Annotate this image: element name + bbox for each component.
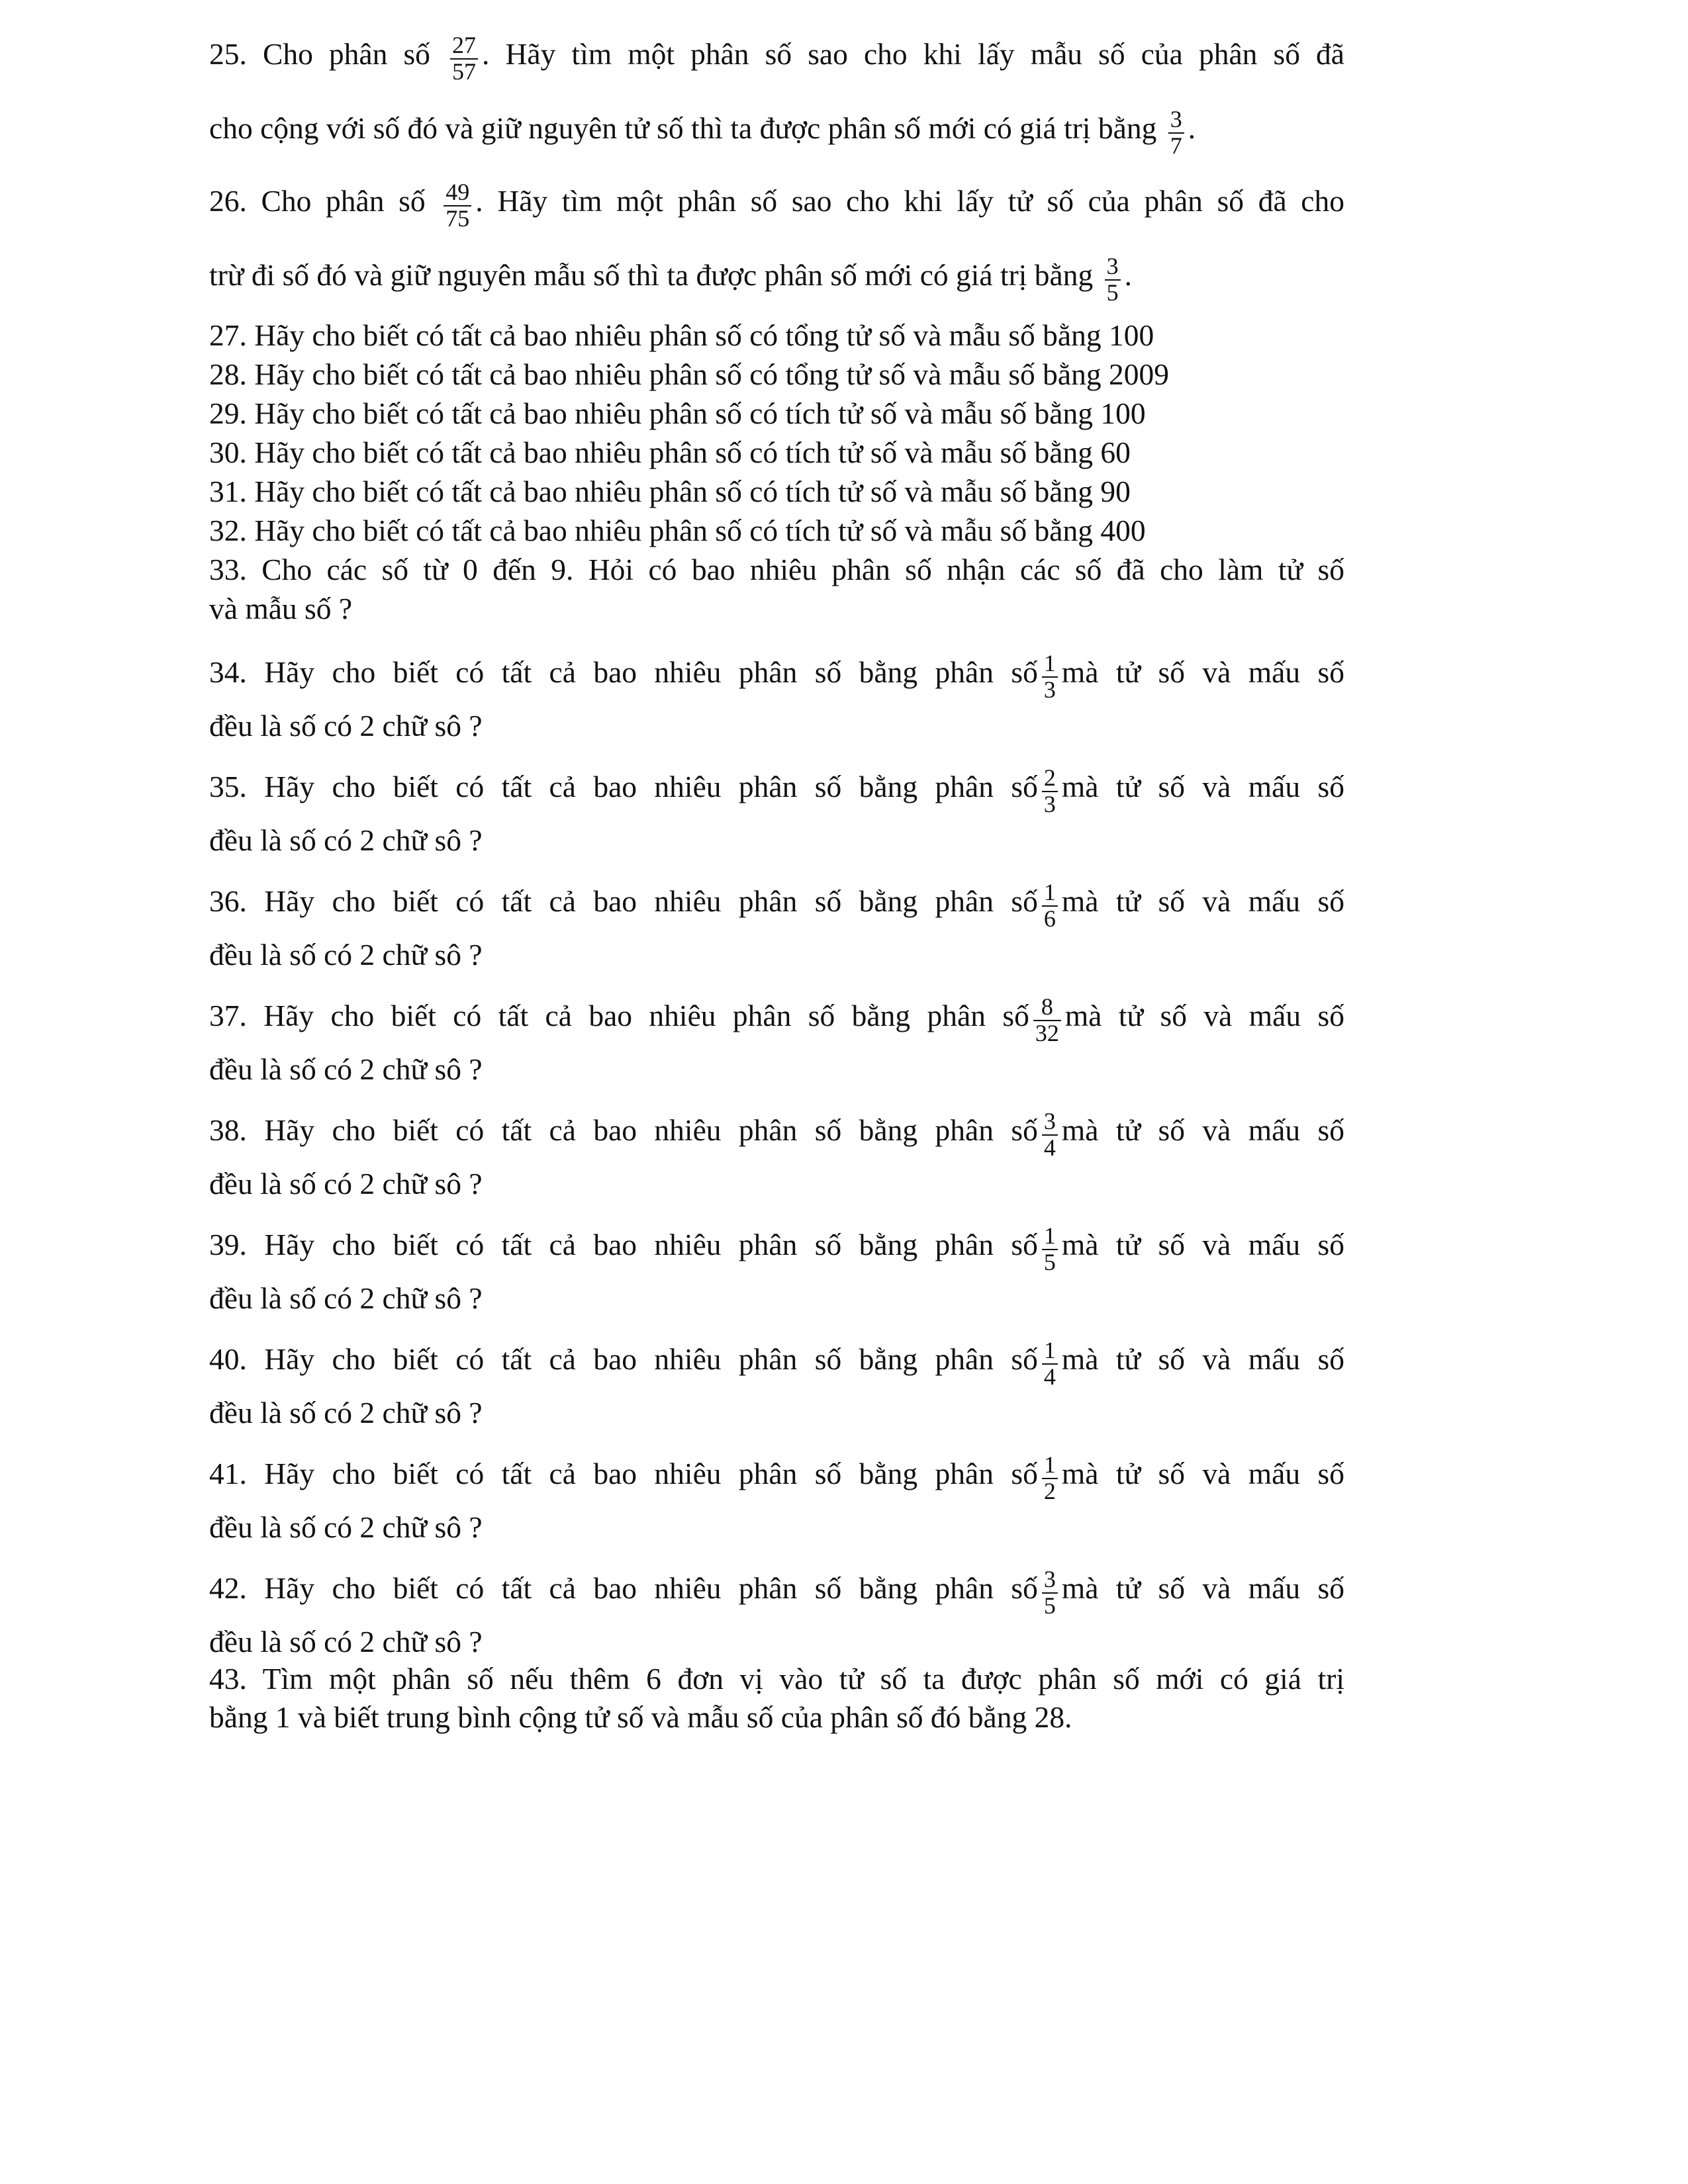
problem-36-line-1	[209, 879, 1344, 931]
problem-25-text: 25. Cho phân số	[209, 37, 430, 71]
problem-40-text: 40. Hãy cho biết có tất cả bao nhiêu phân số bằng phân số	[209, 1342, 1038, 1377]
problem-40-text-cont: mà tử số và mấu số	[1061, 1342, 1344, 1377]
fraction-denominator: 2	[1042, 1478, 1058, 1504]
fraction-3-5	[1042, 1567, 1058, 1619]
fraction-numerator: 1	[1043, 650, 1056, 676]
problem-25-line-1	[209, 32, 1344, 83]
fraction-numerator: 2	[1043, 764, 1056, 791]
fraction-numerator: 1	[1043, 1222, 1056, 1249]
problem-35-line-1	[209, 764, 1344, 816]
problem-41-text: 41. Hãy cho biết có tất cả bao nhiêu phân số bằng phân số	[209, 1457, 1038, 1491]
problem-25-text-cont: . Hãy tìm một phân số sao cho khi lấy mẫu số của phân số đã	[482, 37, 1344, 71]
problem-29: 29. Hãy cho biết có tất cả bao nhiêu phân số có tích tử số và mẫu số bằng 100	[209, 396, 1146, 430]
problem-31: 31. Hãy cho biết có tất cả bao nhiêu phân số có tích tử số và mẫu số bằng 90	[209, 475, 1131, 508]
fraction-1-2	[1042, 1453, 1058, 1504]
problem-34-text-cont: mà tử số và mấu số	[1061, 655, 1344, 690]
fraction-numerator: 1	[1043, 1337, 1056, 1363]
problem-38-line-2: đều là số có 2 chữ sô ?	[209, 1167, 483, 1201]
problem-43-line-2: bằng 1 và biết trung bình cộng tử số và mẫu số của phân số đó bằng 28.	[209, 1700, 1072, 1734]
fraction-3-5	[1105, 254, 1121, 306]
fraction-denominator: 5	[1105, 279, 1121, 306]
problem-38-text-cont: mà tử số và mấu số	[1061, 1113, 1344, 1148]
problem-34-line-1	[209, 650, 1344, 702]
problem-28: 28. Hãy cho biết có tất cả bao nhiêu phân số có tổng tử số và mẫu số bằng 2009	[209, 357, 1170, 391]
problem-26-line-1	[209, 179, 1344, 230]
fraction-2-3	[1042, 766, 1058, 817]
fraction-numerator: 3	[1043, 1108, 1056, 1134]
problem-36-text: 36. Hãy cho biết có tất cả bao nhiêu phân số bằng phân số	[209, 884, 1038, 919]
problem-32: 32. Hãy cho biết có tất cả bao nhiêu phân số có tích tử số và mẫu số bằng 400	[209, 514, 1146, 547]
fraction-denominator: 6	[1042, 905, 1058, 932]
problem-25-line-2	[209, 106, 1344, 158]
problem-36-line-2: đều là số có 2 chữ sô ?	[209, 938, 483, 972]
period: .	[1124, 258, 1132, 293]
fraction-numerator: 8	[1041, 993, 1053, 1020]
fraction-denominator: 32	[1033, 1020, 1061, 1046]
fraction-denominator: 5	[1042, 1249, 1058, 1275]
fraction-denominator: 5	[1042, 1592, 1058, 1619]
problem-33-line-1: 33. Cho các số từ 0 đến 9. Hỏi có bao nhiêu phân số nhận các số đã cho làm tử số	[209, 553, 1344, 586]
fraction-numerator: 3	[1106, 253, 1119, 279]
problem-42-text-cont: mà tử số và mấu số	[1061, 1571, 1344, 1606]
fraction-denominator: 4	[1042, 1363, 1058, 1390]
problem-41-text-cont: mà tử số và mấu số	[1061, 1457, 1344, 1491]
problem-42-line-1	[209, 1566, 1344, 1617]
problem-34-text: 34. Hãy cho biết có tất cả bao nhiêu phân số bằng phân số	[209, 655, 1038, 690]
problem-39-line-1	[209, 1222, 1344, 1274]
fraction-3-7	[1168, 107, 1184, 159]
fraction-denominator: 7	[1168, 132, 1184, 159]
fraction-denominator: 4	[1042, 1134, 1058, 1161]
problem-39-text-cont: mà tử số và mấu số	[1061, 1228, 1344, 1262]
problem-40-line-1	[209, 1337, 1344, 1388]
problem-35-text-cont: mà tử số và mấu số	[1061, 770, 1344, 804]
problem-27: 27. Hãy cho biết có tất cả bao nhiêu phân số có tổng tử số và mẫu số bằng 100	[209, 318, 1154, 352]
problem-39-line-2: đều là số có 2 chữ sô ?	[209, 1281, 483, 1315]
problem-26-text-line2: trừ đi số đó và giữ nguyên mẫu số thì ta được phân số mới có giá trị bằng	[209, 258, 1094, 293]
problem-25-text-line2: cho cộng với số đó và giữ nguyên tử số thì ta được phân số mới có giá trị bằng	[209, 111, 1157, 146]
problem-34-line-2: đều là số có 2 chữ sô ?	[209, 709, 483, 743]
problem-33-line-2: và mẫu số ?	[209, 592, 353, 625]
problem-35-line-2: đều là số có 2 chữ sô ?	[209, 823, 483, 857]
problem-39-text: 39. Hãy cho biết có tất cả bao nhiêu phân số bằng phân số	[209, 1228, 1038, 1262]
problem-37-text: 37. Hãy cho biết có tất cả bao nhiêu phân số bằng phân số	[209, 999, 1029, 1033]
fraction-denominator: 75	[444, 205, 471, 232]
problem-43-line-1: 43. Tìm một phân số nếu thêm 6 đơn vị vào tử số ta được phân số mới có giá trị	[209, 1662, 1344, 1696]
fraction-numerator: 27	[452, 32, 477, 58]
problem-42-line-2: đều là số có 2 chữ sô ?	[209, 1625, 483, 1659]
fraction-1-6	[1042, 880, 1058, 932]
fraction-numerator: 1	[1043, 1451, 1056, 1478]
problem-40-line-2: đều là số có 2 chữ sô ?	[209, 1396, 483, 1430]
problem-35-text: 35. Hãy cho biết có tất cả bao nhiêu phân số bằng phân số	[209, 770, 1038, 804]
fraction-27-57	[450, 33, 478, 85]
problem-42-text: 42. Hãy cho biết có tất cả bao nhiêu phân số bằng phân số	[209, 1571, 1038, 1606]
fraction-numerator: 3	[1170, 106, 1182, 132]
fraction-numerator: 1	[1043, 879, 1056, 905]
fraction-denominator: 3	[1042, 676, 1058, 703]
problem-37-line-1	[209, 993, 1344, 1045]
fraction-numerator: 3	[1043, 1566, 1056, 1592]
problem-26-line-2	[209, 253, 1344, 304]
fraction-1-4	[1042, 1338, 1058, 1390]
period: .	[1188, 111, 1196, 146]
problem-37-line-2: đều là số có 2 chữ sô ?	[209, 1052, 483, 1086]
fraction-denominator: 57	[450, 58, 478, 85]
fraction-1-3	[1042, 651, 1058, 703]
fraction-1-5	[1042, 1224, 1058, 1275]
problem-41-line-1	[209, 1451, 1344, 1503]
fraction-denominator: 3	[1042, 791, 1058, 817]
problem-38-line-1	[209, 1108, 1344, 1160]
fraction-3-4	[1042, 1109, 1058, 1161]
problem-37-text-cont: mà tử số và mấu số	[1064, 999, 1344, 1033]
problem-36-text-cont: mà tử số và mấu số	[1061, 884, 1344, 919]
problem-26-text-cont: . Hãy tìm một phân số sao cho khi lấy tử số của phân số đã cho	[475, 184, 1344, 218]
fraction-numerator: 49	[445, 179, 470, 205]
problem-38-text: 38. Hãy cho biết có tất cả bao nhiêu phân số bằng phân số	[209, 1113, 1038, 1148]
problem-41-line-2: đều là số có 2 chữ sô ?	[209, 1510, 483, 1544]
fraction-49-75	[444, 180, 471, 232]
problem-26-text: 26. Cho phân số	[209, 184, 426, 218]
problem-30: 30. Hãy cho biết có tất cả bao nhiêu phân số có tích tử số và mẫu số bằng 60	[209, 435, 1131, 469]
fraction-8-32	[1033, 995, 1061, 1046]
